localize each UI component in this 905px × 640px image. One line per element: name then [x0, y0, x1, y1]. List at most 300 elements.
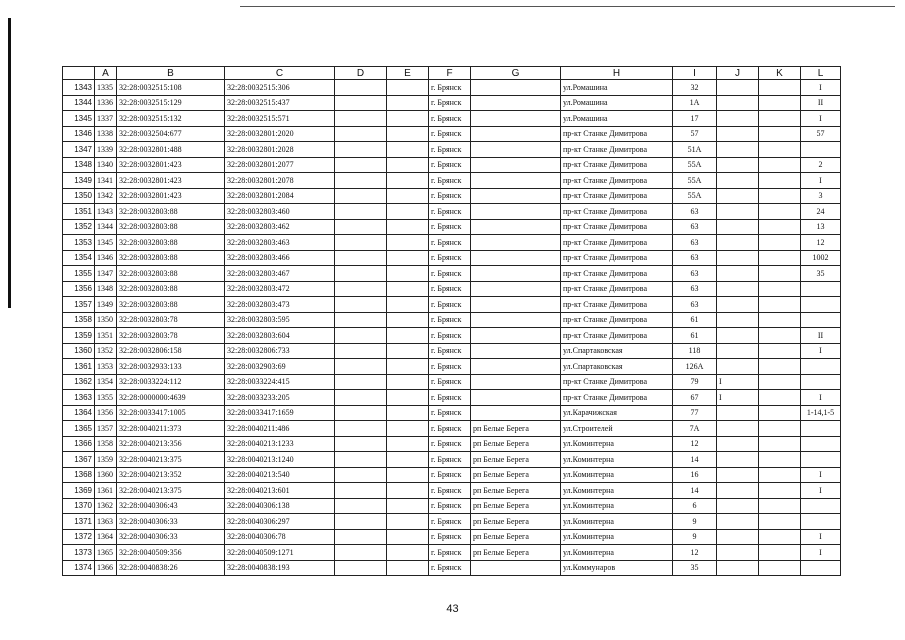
table-cell: 1353 [95, 359, 117, 375]
table-cell [717, 235, 759, 251]
table-cell: 1343 [95, 204, 117, 220]
table-cell: I [801, 483, 841, 499]
table-cell [471, 111, 561, 127]
table-cell [801, 421, 841, 437]
table-cell [717, 545, 759, 561]
table-cell: ул.Ромашина [561, 95, 673, 111]
table-cell [717, 142, 759, 158]
column-header: F [429, 67, 471, 80]
table-cell [335, 374, 387, 390]
table-row [63, 359, 841, 375]
table-cell: 13 [801, 219, 841, 235]
table-cell [471, 343, 561, 359]
table-cell [471, 173, 561, 189]
page-number: 43 [446, 603, 459, 615]
table-cell: 32:28:0032801:2077 [225, 157, 335, 173]
row-number: 1347 [63, 142, 95, 158]
table-cell [387, 266, 429, 282]
table-cell [335, 421, 387, 437]
table-cell [717, 514, 759, 530]
table-cell [801, 297, 841, 313]
table-cell [471, 204, 561, 220]
table-cell [387, 188, 429, 204]
table-cell [335, 126, 387, 142]
row-number: 1346 [63, 126, 95, 142]
row-number: 1363 [63, 390, 95, 406]
table-cell [387, 126, 429, 142]
table-cell: пр-кт Станке Димитрова [561, 266, 673, 282]
table-cell [717, 80, 759, 96]
table-cell [335, 328, 387, 344]
row-number: 1358 [63, 312, 95, 328]
table-row [63, 545, 841, 561]
table-cell: пр-кт Станке Димитрова [561, 390, 673, 406]
table-cell [335, 266, 387, 282]
table-cell: 32:28:0032803:88 [117, 204, 225, 220]
table-row [63, 390, 841, 406]
table-cell: I [801, 343, 841, 359]
table-cell: ул.Коминтерна [561, 514, 673, 530]
table-row [63, 343, 841, 359]
table-cell: г. Брянск [429, 266, 471, 282]
table-cell: 32:28:0033224:112 [117, 374, 225, 390]
table-cell: 16 [673, 467, 717, 483]
table-cell: 32:28:0032515:571 [225, 111, 335, 127]
table-cell [759, 436, 801, 452]
table-cell: 32:28:0040211:486 [225, 421, 335, 437]
table-row [63, 467, 841, 483]
table-cell: 118 [673, 343, 717, 359]
table-cell: г. Брянск [429, 359, 471, 375]
table-cell: рп Белые Берега [471, 436, 561, 452]
table-cell: г. Брянск [429, 343, 471, 359]
table-cell [387, 95, 429, 111]
table-cell: 63 [673, 266, 717, 282]
table-cell [387, 436, 429, 452]
table-cell: ул.Спартаковская [561, 343, 673, 359]
table-cell: пр-кт Станке Димитрова [561, 188, 673, 204]
column-header: H [561, 67, 673, 80]
table-cell: г. Брянск [429, 188, 471, 204]
table-cell: г. Брянск [429, 219, 471, 235]
table-cell: ул.Ромашина [561, 111, 673, 127]
row-number: 1350 [63, 188, 95, 204]
column-header: I [673, 67, 717, 80]
table-cell [717, 111, 759, 127]
table-cell [759, 188, 801, 204]
table-cell: 14 [673, 452, 717, 468]
table-cell: г. Брянск [429, 111, 471, 127]
row-number: 1356 [63, 281, 95, 297]
table-row [63, 374, 841, 390]
table-row [63, 405, 841, 421]
table-cell [471, 80, 561, 96]
table-cell: 32:28:0040213:375 [117, 452, 225, 468]
table-cell: г. Брянск [429, 483, 471, 499]
table-cell [717, 188, 759, 204]
table-cell [335, 545, 387, 561]
register-table [62, 66, 841, 576]
table-cell: 17 [673, 111, 717, 127]
table-cell: ул.Карачижская [561, 405, 673, 421]
table-cell: пр-кт Станке Димитрова [561, 312, 673, 328]
row-number: 1373 [63, 545, 95, 561]
table-cell: 24 [801, 204, 841, 220]
table-cell: 63 [673, 297, 717, 313]
table-cell [335, 95, 387, 111]
table-cell [335, 498, 387, 514]
table-cell: 32:28:0032903:69 [225, 359, 335, 375]
table-cell [387, 235, 429, 251]
table-cell: пр-кт Станке Димитрова [561, 250, 673, 266]
table-cell: г. Брянск [429, 405, 471, 421]
row-number: 1351 [63, 204, 95, 220]
table-cell [471, 95, 561, 111]
table-cell [759, 560, 801, 576]
table-cell: 32:28:0040838:193 [225, 560, 335, 576]
table-row [63, 80, 841, 96]
table-cell [717, 266, 759, 282]
table-cell: 32:28:0040213:356 [117, 436, 225, 452]
table-cell: 1002 [801, 250, 841, 266]
table-cell [387, 250, 429, 266]
table-cell: 32:28:0032803:472 [225, 281, 335, 297]
table-cell: 1356 [95, 405, 117, 421]
table-cell: 32:28:0032806:733 [225, 343, 335, 359]
table-cell: 1366 [95, 560, 117, 576]
column-header: L [801, 67, 841, 80]
table-row [63, 250, 841, 266]
table-cell: пр-кт Станке Димитрова [561, 157, 673, 173]
table-cell: I [801, 390, 841, 406]
table-cell: г. Брянск [429, 452, 471, 468]
table-cell: пр-кт Станке Димитрова [561, 204, 673, 220]
table-cell [717, 529, 759, 545]
table-cell [759, 467, 801, 483]
table-cell [717, 328, 759, 344]
table-cell [387, 157, 429, 173]
table-cell: 79 [673, 374, 717, 390]
table-cell: I [801, 545, 841, 561]
table-cell: 55А [673, 173, 717, 189]
table-cell: 1346 [95, 250, 117, 266]
table-cell: г. Брянск [429, 529, 471, 545]
table-cell: 1340 [95, 157, 117, 173]
table-cell: 32:28:0032933:133 [117, 359, 225, 375]
table-cell [387, 343, 429, 359]
table-cell: 32:28:0033417:1005 [117, 405, 225, 421]
table-cell [387, 421, 429, 437]
table-cell: пр-кт Станке Димитрова [561, 142, 673, 158]
table-cell: 32:28:0032801:423 [117, 173, 225, 189]
table-cell [335, 359, 387, 375]
table-cell [717, 467, 759, 483]
table-row [63, 266, 841, 282]
table-cell [801, 452, 841, 468]
table-cell: 32:28:0040306:33 [117, 514, 225, 530]
table-cell [335, 281, 387, 297]
table-row [63, 498, 841, 514]
row-number: 1355 [63, 266, 95, 282]
table-cell: II [801, 328, 841, 344]
row-number: 1371 [63, 514, 95, 530]
table-cell [717, 219, 759, 235]
table-cell [387, 142, 429, 158]
table-cell [759, 266, 801, 282]
table-cell: ул.Ромашина [561, 80, 673, 96]
table-cell: 32:28:0032515:132 [117, 111, 225, 127]
table-cell: 63 [673, 281, 717, 297]
table-cell: ул.Коминтерна [561, 498, 673, 514]
table-cell: пр-кт Станке Димитрова [561, 297, 673, 313]
table-cell: 51А [673, 142, 717, 158]
table-cell: рп Белые Берега [471, 529, 561, 545]
table-cell: 9 [673, 529, 717, 545]
table-body [63, 80, 841, 576]
table-cell [717, 204, 759, 220]
table-row [63, 142, 841, 158]
table-cell [335, 560, 387, 576]
table-cell [471, 142, 561, 158]
table-row [63, 235, 841, 251]
table-cell [471, 126, 561, 142]
table-cell: 32:28:0032801:2020 [225, 126, 335, 142]
table-cell: 32:28:0040306:138 [225, 498, 335, 514]
table-row [63, 188, 841, 204]
table-cell: ул.Коминтерна [561, 436, 673, 452]
table-cell: 67 [673, 390, 717, 406]
table-cell: 32:28:0032803:467 [225, 266, 335, 282]
table-cell: 32:28:0032803:466 [225, 250, 335, 266]
column-header [63, 67, 95, 80]
table-cell [759, 142, 801, 158]
row-number: 1374 [63, 560, 95, 576]
table-row [63, 436, 841, 452]
table-cell [471, 328, 561, 344]
table-cell: г. Брянск [429, 95, 471, 111]
table-cell: 1А [673, 95, 717, 111]
table-cell: 32:28:0032515:129 [117, 95, 225, 111]
table-cell: 12 [673, 436, 717, 452]
table-cell [335, 514, 387, 530]
table-cell [759, 529, 801, 545]
table-cell [471, 219, 561, 235]
table-cell [335, 173, 387, 189]
table-cell [471, 250, 561, 266]
table-cell [335, 111, 387, 127]
table-cell: 1335 [95, 80, 117, 96]
column-header: K [759, 67, 801, 80]
table-cell [801, 560, 841, 576]
table-cell: 1339 [95, 142, 117, 158]
table-cell: 32:28:0032801:423 [117, 188, 225, 204]
table-cell: г. Брянск [429, 390, 471, 406]
table-cell: пр-кт Станке Димитрова [561, 173, 673, 189]
table-cell: рп Белые Берега [471, 452, 561, 468]
table-cell: ул.Коминтерна [561, 529, 673, 545]
table-cell: ул.Коммунаров [561, 560, 673, 576]
column-header: J [717, 67, 759, 80]
table-cell: I [801, 173, 841, 189]
table-cell: 32:28:0032803:78 [117, 328, 225, 344]
table-cell [759, 250, 801, 266]
table-cell [387, 281, 429, 297]
column-header: D [335, 67, 387, 80]
table-cell [387, 514, 429, 530]
table-cell: 1342 [95, 188, 117, 204]
top-rule [240, 6, 895, 7]
table-row [63, 126, 841, 142]
table-cell: 32:28:0032803:460 [225, 204, 335, 220]
table-cell: 32:28:0032801:488 [117, 142, 225, 158]
table-cell [471, 281, 561, 297]
table-cell [759, 219, 801, 235]
table-cell [759, 452, 801, 468]
table-cell [387, 359, 429, 375]
row-number: 1360 [63, 343, 95, 359]
table-cell: I [801, 529, 841, 545]
table-cell [387, 390, 429, 406]
table-row [63, 95, 841, 111]
table-cell: пр-кт Станке Димитрова [561, 328, 673, 344]
table-cell: г. Брянск [429, 142, 471, 158]
table-cell: 32:28:0032801:2084 [225, 188, 335, 204]
table-cell: ул.Спартаковская [561, 359, 673, 375]
table-cell: 32:28:0032803:462 [225, 219, 335, 235]
table-cell: 57 [801, 126, 841, 142]
table-cell: 1348 [95, 281, 117, 297]
table-row [63, 452, 841, 468]
table-cell [471, 405, 561, 421]
table-cell [471, 374, 561, 390]
table-cell [717, 560, 759, 576]
table-cell [471, 266, 561, 282]
table-row [63, 111, 841, 127]
table-cell: 32:28:0040213:540 [225, 467, 335, 483]
table-cell: 57 [673, 126, 717, 142]
table-cell: I [717, 390, 759, 406]
table-cell: 1364 [95, 529, 117, 545]
table-cell: 32:28:0040306:78 [225, 529, 335, 545]
table-cell [335, 204, 387, 220]
table-cell [335, 142, 387, 158]
table-cell: 1358 [95, 436, 117, 452]
table-cell [335, 297, 387, 313]
table-cell: ул.Коминтерна [561, 545, 673, 561]
table-cell [717, 343, 759, 359]
table-cell: 14 [673, 483, 717, 499]
table-cell: 32:28:0032803:88 [117, 250, 225, 266]
table-cell [759, 126, 801, 142]
table-cell: 32:28:0040838:26 [117, 560, 225, 576]
table-cell: 32 [673, 80, 717, 96]
table-cell: 32:28:0040213:601 [225, 483, 335, 499]
table-cell [717, 483, 759, 499]
table-cell: г. Брянск [429, 204, 471, 220]
table-cell [335, 452, 387, 468]
column-header: C [225, 67, 335, 80]
table-cell: 1344 [95, 219, 117, 235]
table-cell: 1354 [95, 374, 117, 390]
table-cell: 32:28:0040306:33 [117, 529, 225, 545]
table-cell: пр-кт Станке Димитрова [561, 219, 673, 235]
table-cell [471, 560, 561, 576]
table-cell: 2 [801, 157, 841, 173]
table-cell: 32:28:0032515:437 [225, 95, 335, 111]
table-cell: 32:28:0032803:88 [117, 235, 225, 251]
row-number: 1372 [63, 529, 95, 545]
table-cell: I [801, 111, 841, 127]
table-cell [717, 405, 759, 421]
table-cell: рп Белые Берега [471, 483, 561, 499]
table-cell: 63 [673, 219, 717, 235]
table-row [63, 219, 841, 235]
table-cell [759, 95, 801, 111]
table-cell [387, 297, 429, 313]
row-number: 1352 [63, 219, 95, 235]
table-cell: г. Брянск [429, 467, 471, 483]
table-cell: 1360 [95, 467, 117, 483]
table-cell [471, 359, 561, 375]
table-row [63, 204, 841, 220]
table-cell [471, 188, 561, 204]
table-cell [335, 436, 387, 452]
table-cell: 1345 [95, 235, 117, 251]
table-cell [759, 312, 801, 328]
table-cell: пр-кт Станке Димитрова [561, 126, 673, 142]
table-cell [471, 235, 561, 251]
table-cell: 1350 [95, 312, 117, 328]
table-cell: 6 [673, 498, 717, 514]
row-number: 1362 [63, 374, 95, 390]
table-cell [717, 281, 759, 297]
table-cell: 32:28:0032801:423 [117, 157, 225, 173]
table-cell: 32:28:0033224:415 [225, 374, 335, 390]
row-number: 1366 [63, 436, 95, 452]
table-cell: 12 [673, 545, 717, 561]
table-cell: 32:28:0032803:463 [225, 235, 335, 251]
table-cell: г. Брянск [429, 560, 471, 576]
table-cell [717, 498, 759, 514]
table-cell: 1351 [95, 328, 117, 344]
table-cell [759, 421, 801, 437]
table-cell [335, 250, 387, 266]
row-number: 1369 [63, 483, 95, 499]
table-cell [471, 297, 561, 313]
table-cell: 32:28:0032801:2078 [225, 173, 335, 189]
table-cell: г. Брянск [429, 498, 471, 514]
table-cell [717, 436, 759, 452]
table-cell [335, 219, 387, 235]
table-cell: 1352 [95, 343, 117, 359]
table-cell: 32:28:0040509:356 [117, 545, 225, 561]
table-cell [801, 142, 841, 158]
table-row [63, 514, 841, 530]
table-row [63, 297, 841, 313]
table-cell [387, 498, 429, 514]
table-cell [759, 297, 801, 313]
row-number: 1344 [63, 95, 95, 111]
table-cell [801, 374, 841, 390]
table-cell [717, 421, 759, 437]
table-cell: ул.Строителей [561, 421, 673, 437]
table-cell: 1361 [95, 483, 117, 499]
row-number: 1357 [63, 297, 95, 313]
table-cell: 32:28:0040213:352 [117, 467, 225, 483]
table-cell: 1338 [95, 126, 117, 142]
row-number: 1348 [63, 157, 95, 173]
table-cell [759, 204, 801, 220]
